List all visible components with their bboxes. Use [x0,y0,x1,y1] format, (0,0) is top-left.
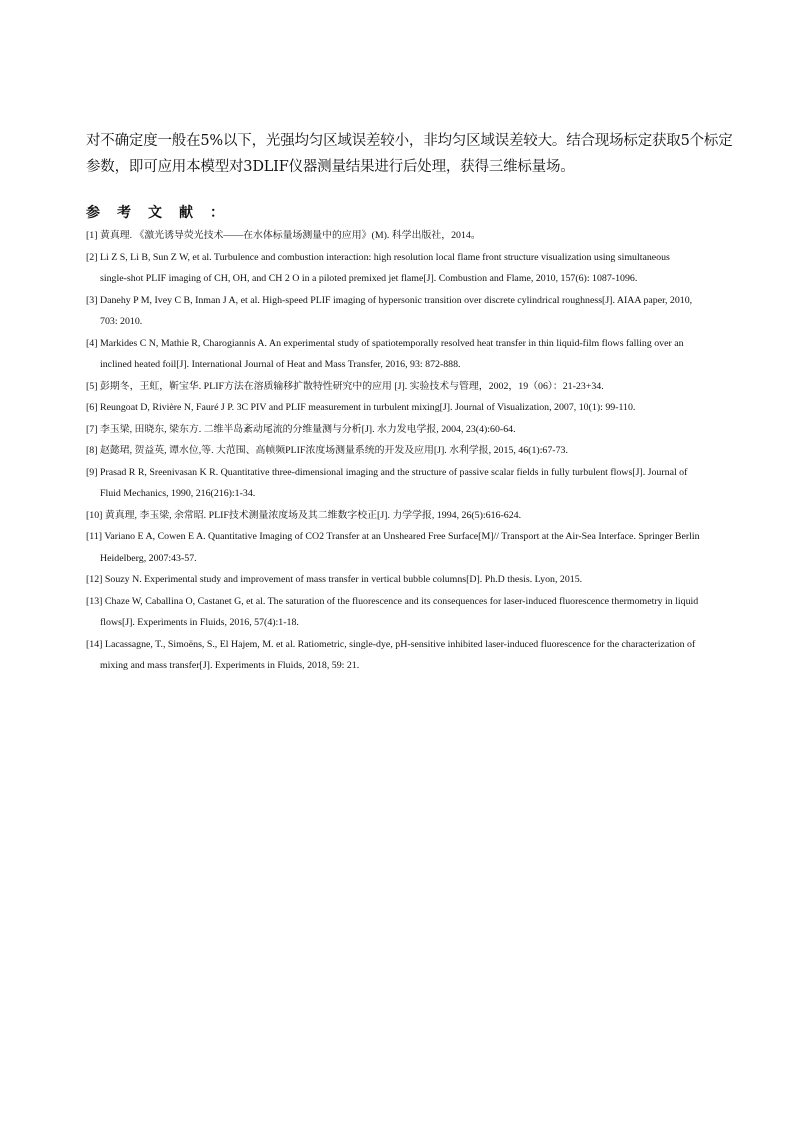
reference-item [86,225,726,247]
reference-line: Fluid Mechanics, 1990, 216(216):1-34. [100,488,256,499]
reference-line: [14] Lacassagne, T., Simoëns, S., El Hajem, M. et al. Ratiometric, single-dye, pH-sensitive inhibited laser-induced fluorescence for the characterization of [86,638,696,650]
reference-line: mixing and mass transfer[J]. Experiments in Fluids, 2018, 59: 21. [100,660,360,671]
reference-line: [13] Chaze W, Caballina O, Castanet G, et al. The saturation of the fluorescence and its consequences for laser-induced fluorescence thermometry in liquid [86,595,699,607]
reference-item [86,376,726,398]
reference-line: [8] 赵懿珺, 贺益英, 谭水位,等. 大范围、高帧频PLIF浓度场测量系统的开发及应用[J]. 水利学报, 2015, 46(1):67-73. [86,445,568,456]
reference-item [86,462,726,505]
reference-line: [11] Variano E A, Cowen E A. Quantitative Imaging of CO2 Transfer at an Unsheared Free Surface[M]// Transport at the Air-Sea Interface. Springer Berlin [86,531,700,542]
reference-list [86,225,726,677]
reference-line: 703: 2010. [100,316,143,327]
reference-line: Heidelberg, 2007:43-57. [100,552,197,564]
reference-item [86,419,726,441]
reference-item [86,569,726,591]
body-line: 参数，即可应用本模型对3DLIF仪器测量结果进行后处理，获得三维标量场。 [86,159,575,175]
reference-item [86,247,726,290]
reference-line: [3] Danehy P M, Ivey C B, Inman J A, et al. High-speed PLIF imaging of hypersonic transition over discrete cylindrical roughness[J]. AIAA paper, 2010, [86,294,693,306]
reference-item [86,591,726,634]
reference-line: [10] 黄真理, 李玉梁, 余常昭. PLIF技术测量浓度场及其二维数字校正[J]. 力学学报, 1994, 26(5):616-624. [86,509,522,521]
reference-line: [7] 李玉梁, 田晓东, 梁东方. 二维半岛紊动尾流的分维量测与分析[J]. 水力发电学报, 2004, 23(4):60-64. [86,423,516,435]
reference-line: [1] 黄真理. 《激光诱导荧光技术——在水体标量场测量中的应用》(M). 科学出版社，2014。 [86,230,481,241]
reference-line: flows[J]. Experiments in Fluids, 2016, 57(4):1-18. [100,617,299,628]
body-line: 对不确定度一般在5%以下，光强均匀区域误差较小，非均匀区域误差较大。结合现场标定获取5个标定 [86,133,733,149]
reference-item [86,440,726,462]
reference-item [86,526,726,569]
reference-line: [2] Li Z S, Li B, Sun Z W, et al. Turbulence and combustion interaction: high resolution local flame front structure visualization using simultaneous [86,251,670,263]
reference-line: [9] Prasad R R, Sreenivasan K R. Quantitative three-dimensional imaging and the structure of passive scalar fields in fully turbulent flows[J]. Journal of [86,466,688,478]
references-heading: 参考文献： [86,205,241,221]
reference-item [86,397,726,419]
reference-line: [4] Markides C N, Mathie R, Charogiannis A. An experimental study of spatiotemporally resolved heat transfer in thin liquid-film flows falling over an [86,337,684,349]
reference-line: [5] 彭期冬，王虹，靳宝华. PLIF方法在溶质输移扩散特性研究中的应用 [J]. 实验技术与管理，2002，19（06）：21-23+34. [86,380,604,392]
reference-line: [6] Reungoat D, Rivière N, Fauré J P. 3C PIV and PLIF measurement in turbulent mixing[J]. Journal of Visualization, 2007, 10(1): 99-110. [86,402,636,413]
body-paragraph [86,128,733,180]
reference-item [86,333,726,376]
reference-item [86,505,726,527]
reference-item [86,290,726,333]
reference-line: [12] Souzy N. Experimental study and improvement of mass transfer in vertical bubble columns[D]. Ph.D thesis. Lyon, 2015. [86,574,583,585]
reference-line: single-shot PLIF imaging of CH, OH, and CH 2 O in a piloted premixed jet flame[J]. Combustion and Flame, 2010, 157(6): 1087-1096. [100,273,638,284]
reference-line: inclined heated foil[J]. International Journal of Heat and Mass Transfer, 2016, 93: 872-888. [100,359,461,370]
reference-item [86,634,726,677]
